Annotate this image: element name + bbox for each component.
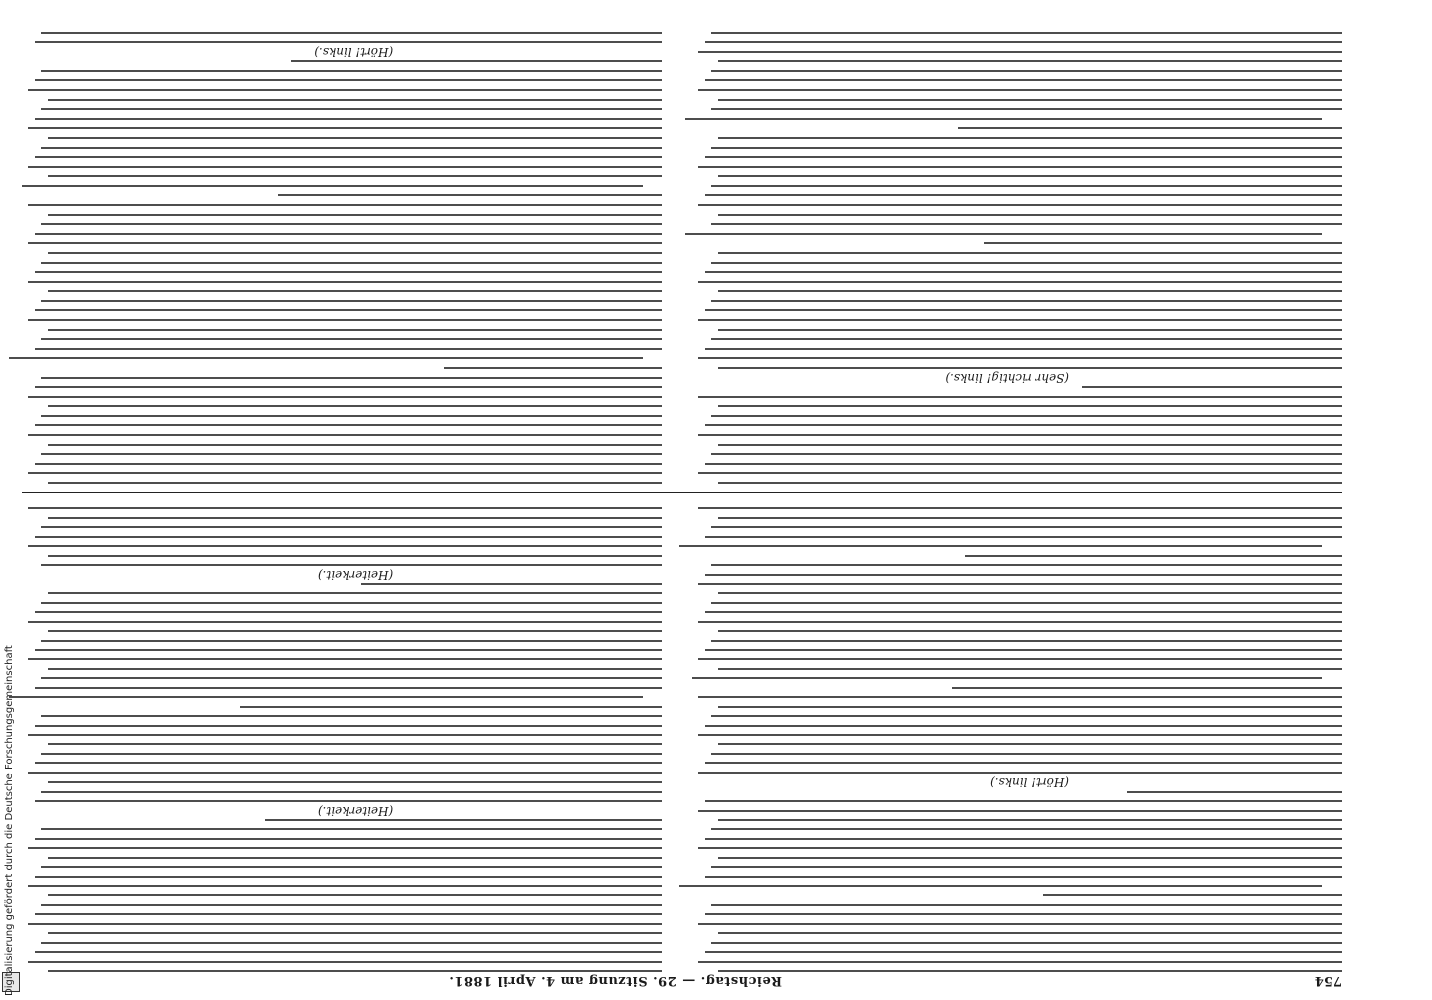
text-line (35, 41, 662, 43)
text-line (35, 876, 662, 878)
text-line (712, 564, 1343, 566)
text-line (48, 970, 662, 972)
text-line (28, 507, 662, 509)
text-line (48, 743, 662, 745)
text-line (240, 706, 662, 708)
text-line (718, 482, 1342, 484)
text-line (35, 156, 662, 158)
text-line (48, 444, 662, 446)
text-line (699, 166, 1343, 168)
text-line (699, 357, 1343, 359)
text-line (41, 70, 662, 72)
text-line (718, 137, 1342, 139)
text-line (705, 536, 1342, 538)
interjection: (Heiterkeit.) (317, 803, 394, 818)
text-line (265, 819, 662, 821)
text-line (718, 857, 1342, 859)
text-line (718, 290, 1342, 292)
text-line (699, 89, 1343, 91)
text-line (35, 271, 662, 273)
text-line (41, 942, 662, 944)
interjection: (Sehr richtig! links.) (945, 370, 1069, 385)
text-line (35, 463, 662, 465)
upper-band (22, 500, 1342, 972)
text-line (712, 223, 1343, 225)
text-line (48, 668, 662, 670)
text-line (41, 715, 662, 717)
text-line (699, 319, 1343, 321)
text-line (699, 923, 1343, 925)
text-line (692, 677, 1323, 679)
text-line (705, 649, 1342, 651)
text-line (41, 32, 662, 34)
text-line (48, 482, 662, 484)
text-line (9, 696, 643, 698)
text-line (705, 800, 1342, 802)
text-line (718, 630, 1342, 632)
text-line (48, 99, 662, 101)
text-line (699, 204, 1343, 206)
text-line (41, 223, 662, 225)
text-line (41, 866, 662, 868)
text-line (48, 290, 662, 292)
text-line (28, 472, 662, 474)
text-line (35, 762, 662, 764)
text-line (712, 640, 1343, 642)
text-line (705, 611, 1342, 613)
text-line (48, 630, 662, 632)
text-line (718, 970, 1342, 972)
text-line (712, 866, 1343, 868)
text-line (28, 127, 662, 129)
text-line (22, 185, 643, 187)
text-line (705, 838, 1342, 840)
text-line (965, 555, 1342, 557)
text-line (679, 545, 1323, 547)
text-line (41, 108, 662, 110)
text-line (705, 310, 1342, 312)
text-line (712, 715, 1343, 717)
text-line (41, 904, 662, 906)
text-line (705, 425, 1342, 427)
text-line (35, 913, 662, 915)
text-line (718, 175, 1342, 177)
text-line (48, 781, 662, 783)
text-line (35, 80, 662, 82)
text-line (35, 611, 662, 613)
text-line (718, 405, 1342, 407)
text-line (705, 156, 1342, 158)
interjection: (Hört! links.) (990, 775, 1069, 790)
text-line (718, 706, 1342, 708)
text-line (28, 166, 662, 168)
text-line (699, 621, 1343, 623)
text-line (705, 951, 1342, 953)
text-line (41, 415, 662, 417)
text-line (705, 80, 1342, 82)
text-line (718, 60, 1342, 62)
text-line (699, 847, 1343, 849)
text-line (35, 838, 662, 840)
text-line (35, 951, 662, 953)
column-right-lower (22, 24, 662, 484)
text-line (41, 828, 662, 830)
text-line (41, 262, 662, 264)
text-line (699, 810, 1343, 812)
text-line (28, 734, 662, 736)
text-line (48, 555, 662, 557)
text-line (48, 175, 662, 177)
text-line (718, 932, 1342, 934)
text-line (28, 281, 662, 283)
text-line (699, 658, 1343, 660)
text-line (28, 847, 662, 849)
text-line (41, 147, 662, 149)
text-line (35, 725, 662, 727)
text-line (41, 602, 662, 604)
text-line (28, 242, 662, 244)
text-line (699, 696, 1343, 698)
text-line (705, 463, 1342, 465)
text-line (718, 444, 1342, 446)
text-line (718, 819, 1342, 821)
text-line (699, 734, 1343, 736)
text-line (28, 961, 662, 963)
text-line (712, 185, 1343, 187)
text-line (718, 517, 1342, 519)
text-line (699, 507, 1343, 509)
text-line (35, 425, 662, 427)
text-line (41, 526, 662, 528)
text-line (705, 913, 1342, 915)
text-line (361, 583, 662, 585)
text-line (712, 338, 1343, 340)
text-line (28, 204, 662, 206)
interjection: (Heiterkeit.) (317, 567, 394, 582)
text-line (705, 574, 1342, 576)
text-line (28, 319, 662, 321)
text-line (35, 536, 662, 538)
text-line (699, 772, 1343, 774)
text-line (35, 118, 662, 120)
text-line (718, 668, 1342, 670)
running-header (22, 972, 1342, 988)
text-line (712, 70, 1343, 72)
text-line (41, 791, 662, 793)
text-line (28, 434, 662, 436)
text-line (712, 32, 1343, 34)
text-line (699, 281, 1343, 283)
text-line (41, 300, 662, 302)
text-line (699, 583, 1343, 585)
text-line (41, 564, 662, 566)
column-left-lower (692, 24, 1342, 484)
text-line (686, 233, 1323, 235)
text-line (28, 545, 662, 547)
text-line (41, 677, 662, 679)
text-line (48, 137, 662, 139)
text-line (712, 602, 1343, 604)
text-line (48, 592, 662, 594)
text-line (952, 687, 1342, 689)
column-left-upper (692, 500, 1342, 972)
text-line (48, 857, 662, 859)
text-line (712, 904, 1343, 906)
text-line (1128, 791, 1343, 793)
text-line (705, 725, 1342, 727)
column-divider-rule (22, 492, 1342, 493)
text-line (705, 195, 1342, 197)
text-line (699, 396, 1343, 398)
text-line (686, 118, 1323, 120)
text-line (35, 687, 662, 689)
text-line (41, 338, 662, 340)
text-line (705, 41, 1342, 43)
text-line (718, 214, 1342, 216)
text-line (444, 367, 662, 369)
interjection: (Hört! links.) (314, 44, 394, 59)
text-line (28, 621, 662, 623)
text-line (712, 415, 1343, 417)
text-line (718, 252, 1342, 254)
text-line (28, 89, 662, 91)
text-line (699, 961, 1343, 963)
text-line (712, 300, 1343, 302)
text-line (9, 357, 643, 359)
page-number: 754 (1314, 973, 1342, 988)
text-line (705, 762, 1342, 764)
text-line (28, 923, 662, 925)
text-line (1043, 894, 1342, 896)
text-line (699, 434, 1343, 436)
text-line (48, 329, 662, 331)
text-line (705, 271, 1342, 273)
text-line (48, 252, 662, 254)
text-line (718, 329, 1342, 331)
text-line (48, 932, 662, 934)
text-line (712, 453, 1343, 455)
text-line (28, 658, 662, 660)
text-line (718, 592, 1342, 594)
text-line (41, 453, 662, 455)
text-line (28, 772, 662, 774)
text-line (48, 894, 662, 896)
text-line (712, 753, 1343, 755)
text-line (705, 348, 1342, 350)
text-line (679, 885, 1323, 887)
text-line (41, 640, 662, 642)
text-line (959, 127, 1343, 129)
text-line (35, 310, 662, 312)
text-line (35, 649, 662, 651)
text-line (718, 99, 1342, 101)
text-line (712, 262, 1343, 264)
text-line (28, 396, 662, 398)
digitization-note: Digitalisierung gefördert durch die Deutsche Forschungsgemeinschaft (4, 645, 15, 996)
text-line (41, 753, 662, 755)
text-line (985, 242, 1343, 244)
text-line (35, 800, 662, 802)
text-line (705, 876, 1342, 878)
digitization-footer (0, 0, 22, 1000)
text-line (718, 367, 1342, 369)
text-line (712, 942, 1343, 944)
text-line (41, 377, 662, 379)
text-line (48, 517, 662, 519)
lower-band (22, 24, 1342, 484)
text-line (48, 214, 662, 216)
text-line (35, 386, 662, 388)
column-right-upper (22, 500, 662, 972)
text-line (712, 108, 1343, 110)
text-line (291, 60, 662, 62)
text-line (278, 195, 662, 197)
text-line (35, 233, 662, 235)
text-line (48, 405, 662, 407)
header-title: Reichstag. — 29. Sitzung am 4. April 1881. (448, 973, 782, 988)
text-line (699, 472, 1343, 474)
text-line (28, 885, 662, 887)
text-line (1082, 386, 1342, 388)
text-line (712, 147, 1343, 149)
text-line (35, 348, 662, 350)
text-line (699, 51, 1343, 53)
text-line (712, 828, 1343, 830)
text-line (718, 743, 1342, 745)
text-line (712, 526, 1343, 528)
